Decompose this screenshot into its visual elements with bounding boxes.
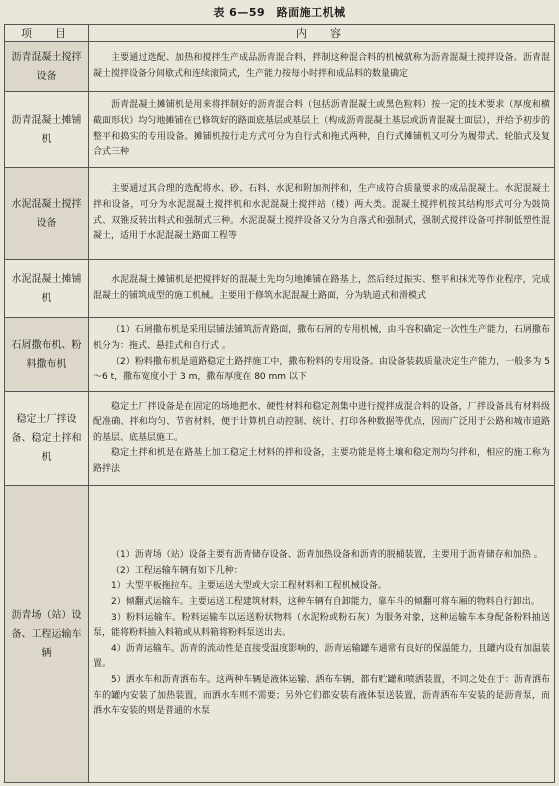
row-content bbox=[89, 392, 555, 486]
row-content bbox=[89, 486, 555, 783]
content-paragraph: （2）工程运输车辆有如下几种： bbox=[111, 565, 243, 576]
table-title: 表 6—59 路面施工机械 bbox=[213, 6, 346, 19]
row-content bbox=[89, 260, 555, 318]
header-content: 内 容 bbox=[89, 25, 555, 42]
table-row bbox=[5, 486, 555, 783]
table-row bbox=[5, 260, 555, 318]
content-paragraph: （2）粉料撒布机是道路稳定土路拌施工中，撒布粉料的专用设备。由设备装载质量决定生产能力，一般多为 5～6 t，撒布宽度小于 3 m，撒布厚度在 80 mm 以下 bbox=[93, 356, 550, 383]
content-paragraph: （1）石屑撒布机是采用层铺法铺筑沥青路面，撒布石屑的专用机械，由斗容积确定一次性生产能力，石屑撒布机分为：拖式、悬挂式和自行式 。 bbox=[93, 325, 550, 351]
content-paragraph: 水泥混凝土摊铺机是把搅拌好的混凝土先均匀地摊铺在路基上，然后经过振实、整平和抹光等作业程序，完成混凝土的铺筑成型的施工机械。主要用于修筑水泥混凝土路面，分为轨道式和滑模式 bbox=[93, 274, 550, 301]
content-paragraph: 2）倾翻式运输车。主要运送工程建筑材料，这种车辆有自卸能力，靠车斗的倾翻可将车厢的物料自行卸出。 bbox=[111, 597, 540, 608]
content-paragraph: 沥青混凝土摊铺机是用来将拌制好的沥青混合料（包括沥青混凝土或黑色粒料）按一定的技术要求（厚度和横截面形状）均匀地摊铺在已修筑好的路面底基层或基层上（构成沥青混凝土基层或沥青混凝土面层），并给予初步的整平和捣实的专用设备。摊铺机按行走方式可分为自行式和拖式两种，自行式摊铺机又可分为履带式、轮胎式及复合式三种 bbox=[93, 100, 550, 158]
table-body bbox=[5, 42, 555, 783]
content-paragraph: 5）洒水车和沥青洒布车。这两种车辆是液体运输、洒布车辆，都有贮罐和喷洒装置，不同之处在于：沥青洒布车的罐内安装了加热装置，而洒水车则不需要；另外它们都安装有液体泵送装置，沥青洒布车安装的是沥青泵，而洒水车安装的则是普通的水泵 bbox=[93, 674, 550, 717]
header-row bbox=[5, 25, 555, 42]
row-item-label: 沥青场（站）设备、工程运输车辆 bbox=[5, 486, 89, 783]
row-item-label: 水泥混凝土摊铺机 bbox=[5, 260, 89, 318]
content-paragraph: 3）粉料运输车。粉料运输车以运送粉状物料（水泥粉或粉石灰）为服务对象，这种运输车本身配备粉料抽送泵，能将粉料抽入料箱或从料箱将粉料泵送出去。 bbox=[93, 612, 550, 639]
content-paragraph: 稳定土厂拌设备是在固定的场地把水、硬性材料和稳定剂集中进行搅拌成混合料的设备，厂拌设备具有材料级配准确、拌和均匀、节省材料，便于计算机自动控制、统计、打印各种数据等优点，因而广泛用于公路和城市道路的基层、底基层施工。 bbox=[93, 401, 550, 443]
row-content bbox=[89, 168, 555, 260]
row-item-label: 沥青混凝土摊铺机 bbox=[5, 92, 89, 168]
table-row bbox=[5, 168, 555, 260]
table-row bbox=[5, 392, 555, 486]
row-content bbox=[89, 318, 555, 392]
row-item-label: 石屑撒布机、粉料撒布机 bbox=[5, 318, 89, 392]
machinery-table bbox=[4, 24, 555, 783]
row-content bbox=[89, 42, 555, 92]
content-paragraph: 1）大型平板拖拉车。主要运送大型或大宗工程材料和工程机械设备。 bbox=[111, 581, 387, 592]
content-paragraph: （1）沥青场（站）设备主要有沥青储存设备、沥青加热设备和沥青的脱桶装置，主要用于沥青储存和加热 。 bbox=[111, 550, 543, 561]
content-paragraph: 稳定土拌和机是在路基上加工稳定土材料的拌和设备，主要功能是将土壤和稳定剂均匀拌和，相应的施工称为路拌法 bbox=[93, 448, 550, 474]
content-paragraph: 主要通过其合理的选配将水、砂、石料、水泥和附加剂拌和，生产成符合质量要求的成品混凝土。水泥混凝土拌和设备，可分为水泥混凝土搅拌机和水泥混凝土搅拌站（楼）两大类。混凝土搅拌机按其结构形式可分为鼓筒式、双锥反转出料式和强制式三种。水泥混凝土搅拌设备又分为自落式和强制式，强制式搅拌设备可拌制低塑性混凝土，适用于水泥混凝土路面工程等 bbox=[93, 184, 550, 242]
table-row bbox=[5, 42, 555, 92]
content-paragraph: 4）沥青运输车。沥青的流动性是直接受温度影响的，沥青运输罐车通常有良好的保温能力，且罐内设有加温装置。 bbox=[93, 643, 550, 670]
row-item-label: 水泥混凝土搅拌设备 bbox=[5, 168, 89, 260]
content-paragraph: 主要通过选配、加热和搅拌生产成品沥青混合料，拌制这种混合料的机械就称为沥青混凝土搅拌设备。沥青混凝土搅拌设备分间歇式和连续滚筒式，生产能力按每小时拌和成品料的数量确定 bbox=[93, 52, 550, 79]
header-item: 项 目 bbox=[5, 25, 89, 42]
row-item-label: 稳定土厂拌设备、稳定土拌和机 bbox=[5, 392, 89, 486]
table-row bbox=[5, 318, 555, 392]
row-item-label: 沥青混凝土搅拌设备 bbox=[5, 42, 89, 92]
row-content bbox=[89, 92, 555, 168]
table-row bbox=[5, 92, 555, 168]
